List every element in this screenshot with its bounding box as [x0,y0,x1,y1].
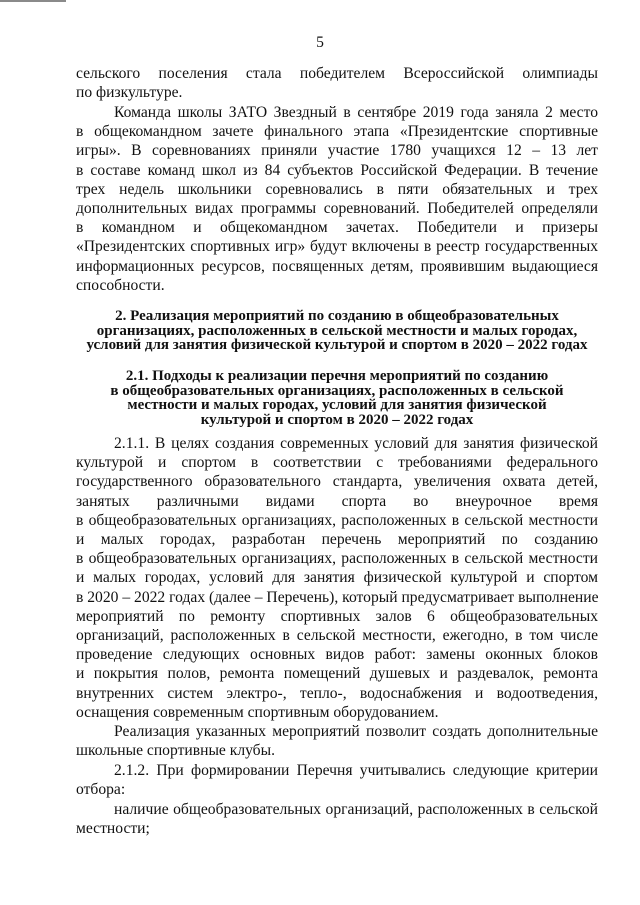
text-line: культурой и спортом в соответствии с требованиями федерального [76,454,598,472]
paragraph-criterion [76,800,598,838]
text-line: наличие общеобразовательных организаций, расположенных в сельской [114,801,598,818]
text-line: информационных ресурсов, посвященных детям, проявившим выдающиеся [76,257,598,275]
text-line: внутренних систем электро-, тепло-, водоснабжения и водоотведения, [76,684,598,702]
text-line: занятых различными видами спорта во внеурочное время [76,492,598,510]
page-number: 5 [316,34,324,51]
section-heading [76,309,598,353]
text-line: оснащения современным спортивным оборудованием. [76,703,439,721]
subsection-heading [76,369,598,427]
heading-line: культурой и спортом в 2020 – 2022 годах [200,411,474,428]
text-line: местности; [76,820,150,838]
text-line: 2.1.2. При формировании Перечня учитывались следующие критерии [114,762,598,779]
text-line: в общекомандном зачете финального этапа «Президентские спортивные [76,123,598,141]
heading-line: местности и малых городах, условий для занятия физической [127,397,547,413]
heading-line: 2.1. Подходы к реализации перечня мероприятий по созданию [125,368,549,384]
text-line: государственного образовательного стандарта, увеличения охвата детей, [76,473,598,491]
text-line: Реализация указанных мероприятий позволит создать дополнительные [114,723,598,740]
paragraph-continuation [76,64,598,102]
text-line: способности. [76,276,165,294]
text-line: 2.1.1. В целях создания современных условий для занятия физической [114,435,598,452]
text-line: и малых городах, условий для занятия физической культурой и спортом [76,569,598,587]
text-line: в общеобразовательных организациях, расположенных в сельской местности [76,511,598,529]
text-line: отбора: [76,781,126,799]
text-line: в 2020 – 2022 годах (далее – Перечень), который предусматривает выполнение [76,588,599,606]
text-line: в составе команд школ из 84 субъектов Российской Федерации. В течение [76,161,598,179]
text-line: в общеобразовательных организациях, расположенных в сельской местности [76,550,598,568]
text-line: игры». В соревнованиях приняли участие 1780 учащихся 12 – 13 лет [76,142,598,160]
text-line: «Президентских спортивных игр» будут включены в реестр государственных [76,238,598,256]
heading-line: 2. Реализация мероприятий по созданию в общеобразовательных [115,308,559,324]
text-line: и покрытия полов, ремонта помещений душевых и раздевалок, ремонта [76,665,598,683]
paragraph-team-result [76,103,598,295]
text-line: школьные спортивные клубы. [76,742,275,760]
text-line: Команда школы ЗАТО Звездный в сентябре 2019 года заняла 2 место [114,104,598,121]
top-edge-line [0,0,66,2]
text-line: проведение следующих основных видов работ: замены оконных блоков [76,646,598,664]
text-line: мероприятий по ремонту спортивных залов 6 общеобразовательных [76,607,598,625]
heading-line: условий для занятия физической культурой и спортом в 2020 – 2022 годах [86,337,588,353]
paragraph-2-1-2 [76,761,598,799]
text-line: организаций, расположенных в сельской местности, ежегодно, в том числе [76,627,598,645]
heading-line: в общеобразовательных организациях, расположенных в сельской [110,382,564,399]
text-line: дополнительных видах программы соревнований. Победителей определяли [76,200,598,218]
paragraph-2-1-1 [76,434,598,722]
text-line: и малых городах, разработан перечень мероприятий по созданию [76,531,598,549]
text-line: по физкультуре. [76,84,183,102]
text-line: сельского поселения стала победителем Всероссийской олимпиады [76,65,598,82]
text-line: трех недель школьники соревновались в пяти обязательных и трех [76,180,598,198]
heading-line: организациях, расположенных в сельской местности и малых городах, [96,322,578,339]
text-line: в командном и общекомандном зачетах. Победители и призеры [76,219,598,237]
paragraph-implementation [76,722,598,760]
